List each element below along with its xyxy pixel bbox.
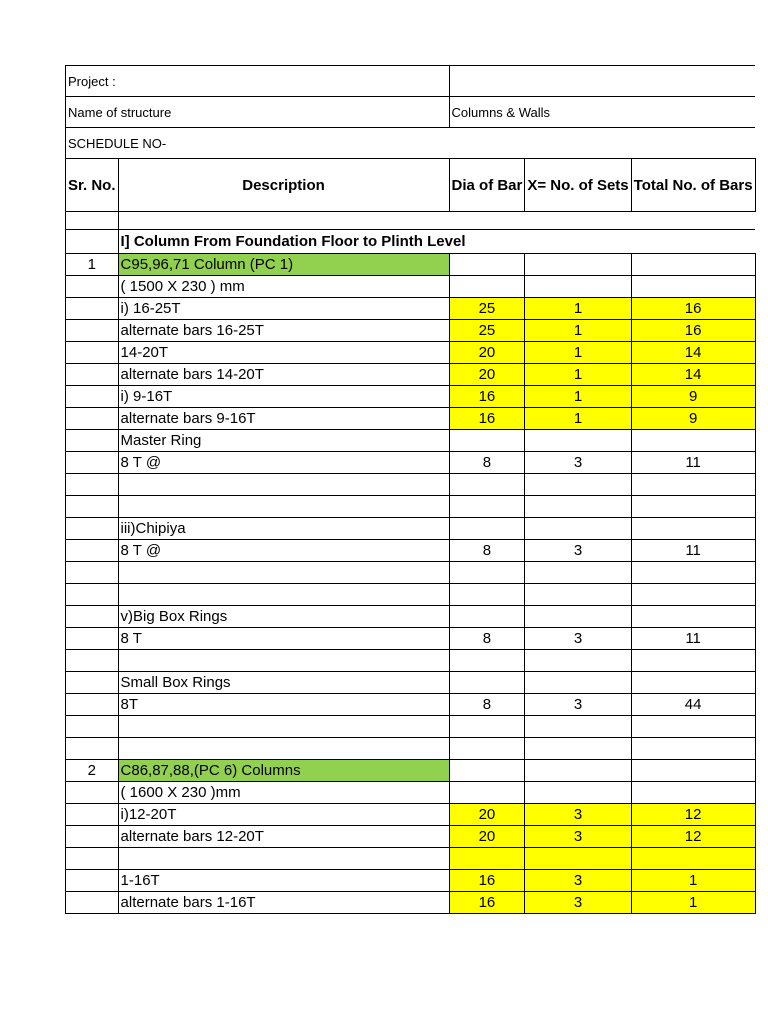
sets-cell: 3	[525, 452, 631, 474]
description-cell	[118, 650, 449, 672]
dia-cell: 16	[449, 408, 525, 430]
table-row	[66, 562, 756, 584]
dia-cell	[449, 518, 525, 540]
spacer-cell	[118, 212, 755, 230]
table-row	[66, 386, 756, 408]
description-cell: ( 1500 X 230 ) mm	[118, 276, 449, 298]
sets-header: X= No. of Sets	[525, 159, 631, 212]
total-cell	[631, 782, 755, 804]
dia-header: Dia of Bar	[449, 159, 525, 212]
total-cell: 9	[631, 408, 755, 430]
sr-cell	[66, 364, 119, 386]
bar-schedule-table	[65, 65, 756, 914]
structure-label: Name of structure	[66, 97, 450, 128]
total-cell: 11	[631, 628, 755, 650]
schedule-row	[66, 128, 756, 159]
description-cell	[118, 738, 449, 760]
structure-row	[66, 97, 756, 128]
sr-cell	[66, 628, 119, 650]
description-cell: iii)Chipiya	[118, 518, 449, 540]
column-header-row	[66, 159, 756, 212]
dia-cell: 16	[449, 870, 525, 892]
sets-cell	[525, 738, 631, 760]
total-cell	[631, 430, 755, 452]
sr-cell	[66, 650, 119, 672]
sr-cell	[66, 606, 119, 628]
dia-cell: 20	[449, 364, 525, 386]
dia-cell: 25	[449, 320, 525, 342]
total-cell: 1	[631, 892, 755, 914]
sr-cell	[66, 474, 119, 496]
description-cell: C86,87,88,(PC 6) Columns	[118, 760, 449, 782]
sr-cell	[66, 892, 119, 914]
table-row	[66, 320, 756, 342]
total-cell	[631, 584, 755, 606]
table-row	[66, 496, 756, 518]
table-row	[66, 782, 756, 804]
table-row	[66, 474, 756, 496]
sets-cell	[525, 606, 631, 628]
table-row	[66, 254, 756, 276]
sr-cell	[66, 342, 119, 364]
description-cell: 1-16T	[118, 870, 449, 892]
total-cell: 44	[631, 694, 755, 716]
sr-cell	[66, 298, 119, 320]
sets-cell: 3	[525, 826, 631, 848]
description-cell: 8T	[118, 694, 449, 716]
table-row	[66, 870, 756, 892]
sr-cell	[66, 738, 119, 760]
total-header: Total No. of Bars	[631, 159, 755, 212]
sr-cell	[66, 496, 119, 518]
sets-cell	[525, 496, 631, 518]
total-cell	[631, 562, 755, 584]
sets-cell	[525, 254, 631, 276]
sets-cell: 3	[525, 628, 631, 650]
total-cell: 11	[631, 540, 755, 562]
structure-value: Columns & Walls	[449, 97, 755, 128]
total-cell: 14	[631, 364, 755, 386]
sr-cell	[66, 276, 119, 298]
total-cell: 1	[631, 870, 755, 892]
dia-cell	[449, 760, 525, 782]
dia-cell: 16	[449, 386, 525, 408]
sets-cell	[525, 716, 631, 738]
total-cell	[631, 760, 755, 782]
total-cell: 11	[631, 452, 755, 474]
table-row	[66, 298, 756, 320]
sr-cell	[66, 826, 119, 848]
total-cell	[631, 738, 755, 760]
total-cell: 12	[631, 804, 755, 826]
sets-cell	[525, 518, 631, 540]
total-cell: 16	[631, 320, 755, 342]
description-cell: i)12-20T	[118, 804, 449, 826]
description-cell: Master Ring	[118, 430, 449, 452]
sr-cell	[66, 452, 119, 474]
table-row	[66, 738, 756, 760]
dia-cell: 20	[449, 342, 525, 364]
sr-cell	[66, 694, 119, 716]
sets-cell	[525, 760, 631, 782]
dia-cell: 25	[449, 298, 525, 320]
sr-cell	[66, 782, 119, 804]
total-cell: 16	[631, 298, 755, 320]
total-cell: 12	[631, 826, 755, 848]
dia-cell	[449, 562, 525, 584]
description-cell: 8 T @	[118, 540, 449, 562]
spacer-row	[66, 212, 756, 230]
table-row	[66, 364, 756, 386]
sr-cell	[66, 716, 119, 738]
project-label: Project :	[66, 66, 450, 97]
description-cell: alternate bars 9-16T	[118, 408, 449, 430]
table-row	[66, 826, 756, 848]
total-cell: 14	[631, 342, 755, 364]
sets-cell: 1	[525, 320, 631, 342]
schedule-label: SCHEDULE NO-	[66, 128, 756, 159]
dia-cell: 16	[449, 892, 525, 914]
description-cell: i) 9-16T	[118, 386, 449, 408]
table-row	[66, 540, 756, 562]
section-sr-cell	[66, 230, 119, 254]
dia-cell: 20	[449, 826, 525, 848]
description-cell: alternate bars 1-16T	[118, 892, 449, 914]
table-row	[66, 628, 756, 650]
dia-cell	[449, 738, 525, 760]
sets-cell	[525, 430, 631, 452]
description-cell	[118, 584, 449, 606]
dia-cell	[449, 496, 525, 518]
total-cell	[631, 276, 755, 298]
sets-cell: 1	[525, 408, 631, 430]
description-cell: Small Box Rings	[118, 672, 449, 694]
description-cell	[118, 716, 449, 738]
sr-cell	[66, 320, 119, 342]
spacer-cell	[66, 212, 119, 230]
total-cell	[631, 474, 755, 496]
sets-cell	[525, 276, 631, 298]
sets-cell: 1	[525, 298, 631, 320]
project-row	[66, 66, 756, 97]
sr-cell	[66, 408, 119, 430]
total-cell: 9	[631, 386, 755, 408]
sets-cell: 1	[525, 342, 631, 364]
sr-cell	[66, 562, 119, 584]
table-row	[66, 276, 756, 298]
description-cell	[118, 474, 449, 496]
total-cell	[631, 716, 755, 738]
table-row	[66, 518, 756, 540]
sets-cell: 3	[525, 804, 631, 826]
sr-cell	[66, 804, 119, 826]
sr-cell	[66, 386, 119, 408]
description-cell: alternate bars 16-25T	[118, 320, 449, 342]
description-cell	[118, 848, 449, 870]
dia-cell	[449, 430, 525, 452]
dia-cell	[449, 254, 525, 276]
dia-cell	[449, 848, 525, 870]
sets-cell: 3	[525, 892, 631, 914]
section-title: I] Column From Foundation Floor to Plinth Level	[118, 230, 755, 254]
description-cell	[118, 496, 449, 518]
sets-cell: 1	[525, 364, 631, 386]
dia-cell: 8	[449, 540, 525, 562]
dia-cell: 20	[449, 804, 525, 826]
total-cell	[631, 672, 755, 694]
total-cell	[631, 518, 755, 540]
dia-cell	[449, 716, 525, 738]
section-title-row	[66, 230, 756, 254]
sets-cell: 3	[525, 540, 631, 562]
project-value	[449, 66, 755, 97]
sets-cell	[525, 848, 631, 870]
dia-cell	[449, 474, 525, 496]
sr-cell	[66, 672, 119, 694]
sets-cell	[525, 474, 631, 496]
description-header: Description	[118, 159, 449, 212]
dia-cell: 8	[449, 628, 525, 650]
table-row	[66, 584, 756, 606]
description-cell: ( 1600 X 230 )mm	[118, 782, 449, 804]
description-cell: alternate bars 12-20T	[118, 826, 449, 848]
sr-cell	[66, 584, 119, 606]
table-row	[66, 606, 756, 628]
description-cell: 14-20T	[118, 342, 449, 364]
sets-cell: 3	[525, 870, 631, 892]
dia-cell: 8	[449, 452, 525, 474]
sets-cell	[525, 782, 631, 804]
table-row	[66, 848, 756, 870]
table-row	[66, 672, 756, 694]
sets-cell: 3	[525, 694, 631, 716]
table-row	[66, 804, 756, 826]
description-cell	[118, 562, 449, 584]
dia-cell	[449, 782, 525, 804]
sr-header: Sr. No.	[66, 159, 119, 212]
dia-cell	[449, 606, 525, 628]
sr-cell	[66, 540, 119, 562]
table-row	[66, 760, 756, 782]
dia-cell	[449, 584, 525, 606]
description-cell: alternate bars 14-20T	[118, 364, 449, 386]
sets-cell	[525, 562, 631, 584]
table-row	[66, 342, 756, 364]
sets-cell	[525, 672, 631, 694]
table-row	[66, 892, 756, 914]
sr-cell	[66, 870, 119, 892]
table-row	[66, 408, 756, 430]
description-cell: i) 16-25T	[118, 298, 449, 320]
sr-cell	[66, 848, 119, 870]
table-row	[66, 452, 756, 474]
total-cell	[631, 606, 755, 628]
dia-cell	[449, 650, 525, 672]
total-cell	[631, 848, 755, 870]
sets-cell: 1	[525, 386, 631, 408]
dia-cell	[449, 672, 525, 694]
table-row	[66, 716, 756, 738]
table-row	[66, 694, 756, 716]
total-cell	[631, 650, 755, 672]
dia-cell: 8	[449, 694, 525, 716]
dia-cell	[449, 276, 525, 298]
table-row	[66, 430, 756, 452]
sr-cell: 1	[66, 254, 119, 276]
total-cell	[631, 496, 755, 518]
sr-cell	[66, 518, 119, 540]
description-cell: C95,96,71 Column (PC 1)	[118, 254, 449, 276]
description-cell: v)Big Box Rings	[118, 606, 449, 628]
table-row	[66, 650, 756, 672]
sets-cell	[525, 584, 631, 606]
description-cell: 8 T @	[118, 452, 449, 474]
sr-cell: 2	[66, 760, 119, 782]
sr-cell	[66, 430, 119, 452]
description-cell: 8 T	[118, 628, 449, 650]
total-cell	[631, 254, 755, 276]
sets-cell	[525, 650, 631, 672]
